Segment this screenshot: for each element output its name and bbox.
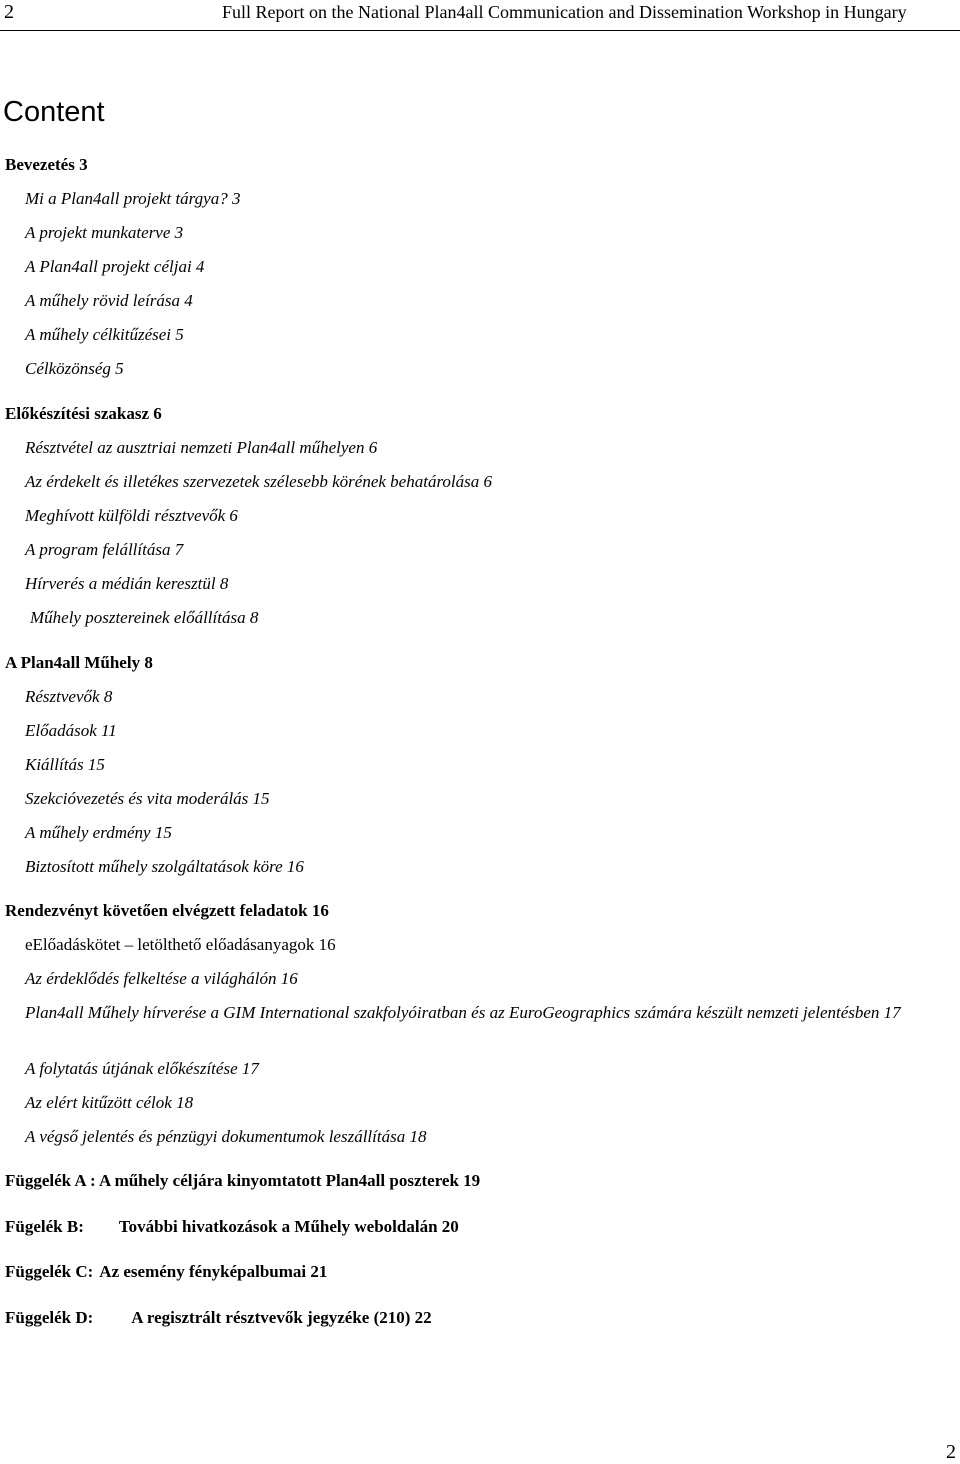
toc-section-bevezetes[interactable]: Bevezetés 3 — [5, 155, 88, 174]
toc-entry[interactable]: Résztvevők 8 — [25, 687, 113, 706]
toc-section-plan4all-muhely[interactable]: A Plan4all Műhely 8 — [5, 653, 153, 672]
content-title: Content — [3, 96, 105, 128]
toc-appendix-label: További hivatkozások a Műhely weboldalán 20 — [118, 1217, 459, 1236]
toc-appendix-prefix: Fügelék B: — [5, 1217, 84, 1236]
toc-entry[interactable]: A folytatás útjának előkészítése 17 — [25, 1059, 259, 1078]
toc-entry[interactable]: Célközönség 5 — [25, 359, 124, 378]
toc-entry[interactable]: A műhely célkitűzései 5 — [25, 325, 184, 344]
toc-entry[interactable]: Szekcióvezetés és vita moderálás 15 — [25, 789, 270, 808]
toc-entry[interactable]: Plan4all Műhely hírverése a GIM International szakfolyóiratban és az EuroGeographics számára készült nemzeti jelentésben 17 — [25, 1003, 901, 1022]
toc-entry[interactable]: A műhely erdmény 15 — [25, 823, 172, 842]
toc-entry[interactable]: A műhely rövid leírása 4 — [25, 291, 193, 310]
header-title: Full Report on the National Plan4all Communication and Dissemination Workshop in Hungary — [222, 2, 907, 22]
toc-appendix-d[interactable] — [5, 1307, 432, 1329]
toc-appendix-a[interactable]: Függelék A : A műhely céljára kinyomtatott Plan4all poszterek 19 — [5, 1171, 481, 1190]
footer-page-number: 2 — [946, 1441, 956, 1463]
toc-appendix-c[interactable] — [5, 1261, 327, 1283]
toc-appendix-b[interactable] — [5, 1216, 459, 1238]
toc-entry[interactable]: A program felállítása 7 — [25, 540, 184, 559]
toc-entry[interactable]: eElőadáskötet – letölthető előadásanyagok 16 — [25, 935, 336, 954]
toc-entry[interactable]: Az elért kitűzött célok 18 — [25, 1093, 194, 1112]
toc-entry[interactable]: Előadások 11 — [25, 721, 117, 740]
toc-entry[interactable]: Műhely posztereinek előállítása 8 — [30, 608, 259, 627]
toc-entry[interactable]: Az érdekelt és illetékes szervezetek szélesebb körének behatárolása 6 — [25, 472, 493, 491]
toc-section-elokeszitesi[interactable]: Előkészítési szakasz 6 — [5, 404, 162, 423]
toc-entry[interactable]: Résztvétel az ausztriai nemzeti Plan4all műhelyen 6 — [25, 438, 378, 457]
toc-entry[interactable]: Mi a Plan4all projekt tárgya? 3 — [25, 189, 241, 208]
toc-entry[interactable]: Meghívott külföldi résztvevők 6 — [25, 506, 238, 525]
toc-entry[interactable]: Biztosított műhely szolgáltatások köre 16 — [25, 857, 304, 876]
header-page-number: 2 — [4, 1, 14, 23]
toc-entry[interactable]: Az érdeklődés felkeltése a világhálón 16 — [25, 969, 298, 988]
toc-appendix-prefix: Függelék C: — [5, 1262, 94, 1281]
toc-appendix-label: A regisztrált résztvevők jegyzéke (210) 22 — [131, 1308, 432, 1327]
toc-entry[interactable]: A Plan4all projekt céljai 4 — [25, 257, 205, 276]
toc-entry[interactable]: Kiállítás 15 — [25, 755, 105, 774]
toc-appendix-label: Az esemény fényképalbumai 21 — [99, 1262, 328, 1281]
toc-entry[interactable]: A projekt munkaterve 3 — [25, 223, 184, 242]
toc-entry[interactable]: A végső jelentés és pénzügyi dokumentumok leszállítása 18 — [25, 1127, 427, 1146]
toc-appendix-prefix: Függelék D: — [5, 1308, 94, 1327]
toc-entry[interactable]: Hírverés a médián keresztül 8 — [25, 574, 229, 593]
toc-section-rendezvenyt[interactable]: Rendezvényt követően elvégzett feladatok 16 — [5, 901, 329, 920]
